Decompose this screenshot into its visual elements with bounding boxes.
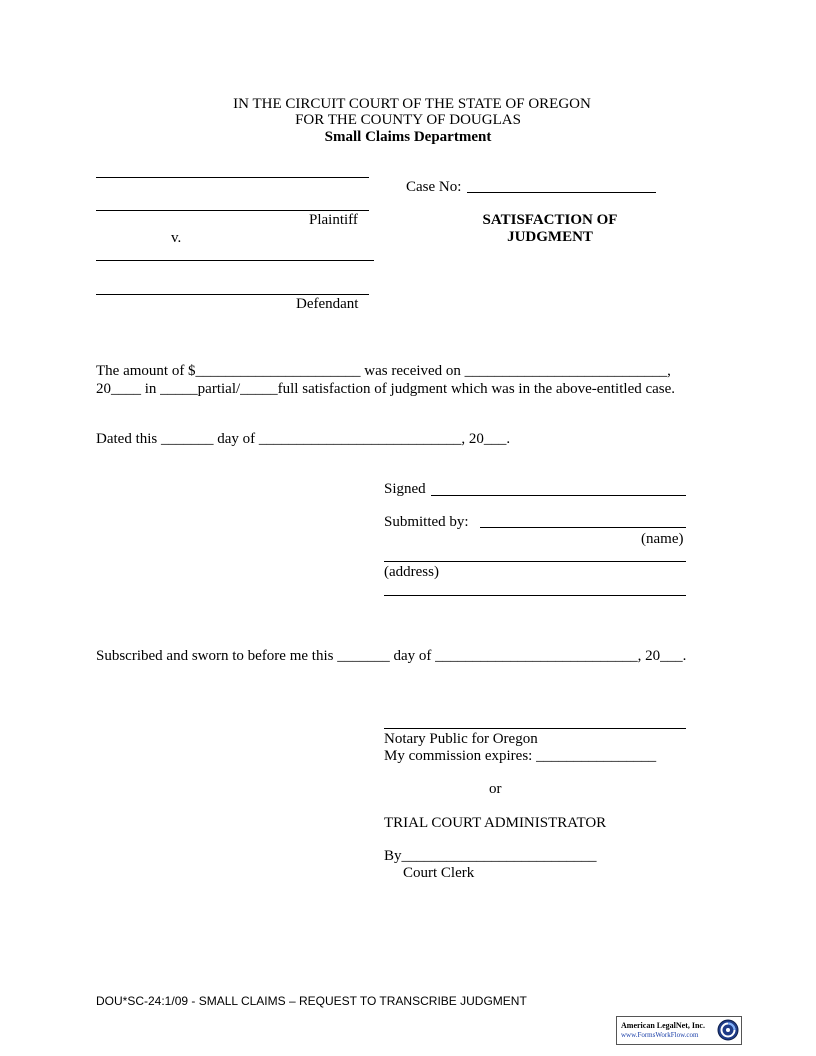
defendant-label: Defendant bbox=[296, 296, 359, 312]
court-clerk-label: Court Clerk bbox=[403, 865, 475, 881]
notary-public-label: Notary Public for Oregon bbox=[384, 731, 538, 747]
department-title: Small Claims Department bbox=[324, 129, 492, 145]
submitted-by-label: Submitted by: bbox=[384, 514, 469, 530]
address-blank-2[interactable] bbox=[384, 595, 686, 596]
sworn-line: Subscribed and sworn to before me this _______ day of ___________________________, 20___. bbox=[96, 648, 687, 664]
court-county-line: FOR THE COUNTY OF DOUGLAS bbox=[295, 112, 521, 128]
logo-website: www.FormsWorkFlow.com bbox=[621, 1031, 699, 1039]
name-caption: (name) bbox=[641, 531, 684, 547]
clerk-by-line: By__________________________ bbox=[384, 848, 597, 864]
case-number-blank[interactable] bbox=[467, 192, 656, 193]
form-title-line1: SATISFACTION OF bbox=[482, 212, 618, 228]
dated-line: Dated this _______ day of ___________________________, 20___. bbox=[96, 431, 511, 447]
or-separator: or bbox=[489, 781, 502, 797]
amount-received-text: The amount of $______________________ was received on ___________________________, bbox=[96, 363, 671, 379]
commission-expires-line: My commission expires: ________________ bbox=[384, 748, 657, 764]
defendant-name-blank-2[interactable] bbox=[96, 294, 369, 295]
submitted-by-blank[interactable] bbox=[480, 527, 686, 528]
trial-court-administrator: TRIAL COURT ADMINISTRATOR bbox=[384, 815, 607, 831]
globe-icon bbox=[717, 1019, 739, 1041]
signed-label: Signed bbox=[384, 481, 426, 497]
address-blank-1[interactable] bbox=[384, 561, 686, 562]
plaintiff-name-blank-2[interactable] bbox=[96, 210, 369, 211]
court-name-line1: IN THE CIRCUIT COURT OF THE STATE OF OREGON bbox=[233, 96, 591, 112]
form-title-line2: JUDGMENT bbox=[507, 229, 593, 245]
publisher-logo[interactable] bbox=[616, 1016, 742, 1045]
address-caption: (address) bbox=[384, 564, 439, 580]
notary-signature-blank[interactable] bbox=[384, 728, 686, 729]
form-identifier-footer: DOU*SC-24:1/09 - SMALL CLAIMS – REQUEST TO TRANSCRIBE JUDGMENT bbox=[96, 994, 527, 1008]
satisfaction-text: 20____ in _____partial/_____full satisfaction of judgment which was in the above-entitled case. bbox=[96, 381, 676, 397]
defendant-name-blank-1[interactable] bbox=[96, 260, 374, 261]
plaintiff-name-blank-1[interactable] bbox=[96, 177, 369, 178]
case-number-label: Case No: bbox=[406, 179, 462, 195]
signature-blank[interactable] bbox=[431, 495, 686, 496]
versus-label: v. bbox=[171, 230, 182, 246]
plaintiff-label: Plaintiff bbox=[309, 212, 358, 228]
logo-company-name: American LegalNet, Inc. bbox=[621, 1021, 705, 1030]
